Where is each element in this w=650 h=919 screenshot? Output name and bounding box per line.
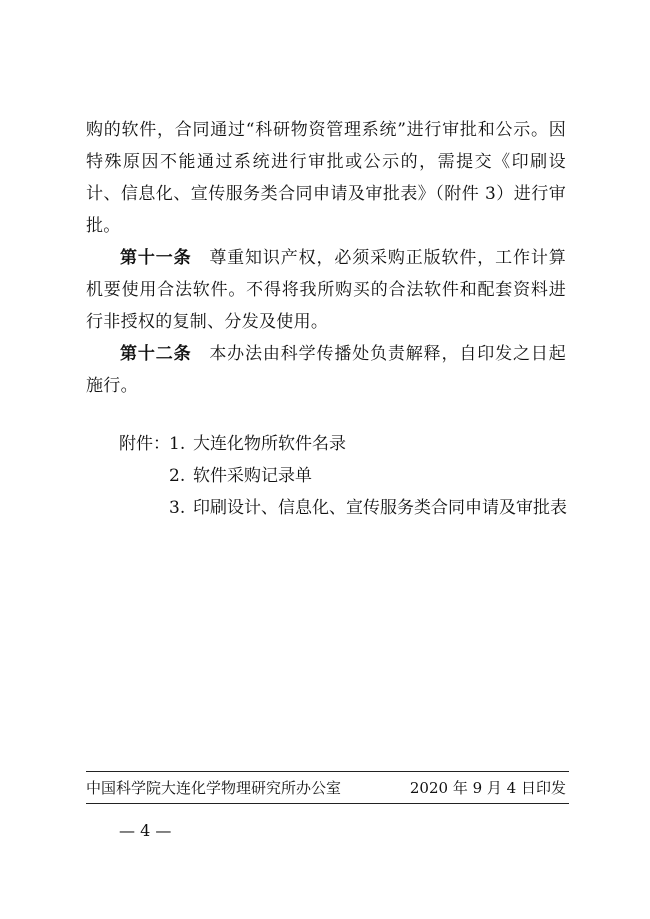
article-12-heading: 第十二条 [120,344,192,364]
attachment-number: 1. [169,434,186,454]
article-11-text: 尊重知识产权，必须采购正版软件，工作计算机要使用合法软件。不得将我所购买的合法软件和配套资料进行非授权的复制、分发及使用。 [86,248,566,332]
footer-rule-bottom [86,803,569,804]
attachment-number: 3. [169,498,186,518]
paragraph-continuation: 购的软件，合同通过“科研物资管理系统”进行审批和公示。因特殊原因不能通过系统进行审批或公示的，需提交《印刷设计、信息化、宣传服务类合同申请及审批表》（附件 3）进行审批。 [86,120,566,236]
attachment-item-1 [119,428,567,460]
footer-rule-top [86,771,569,772]
article-12 [86,338,566,402]
article-12-text: 本办法由科学传播处负责解释，自印发之日起施行。 [86,344,566,396]
page-number: — 4 — [119,821,172,840]
attachments-label: 附件： [119,434,170,454]
attachment-title: 大连化物所软件名录 [193,434,346,454]
attachments-list [119,428,567,524]
attachment-item-2 [119,460,567,492]
footer-issue-date: 2020 年 9 月 4 日印发 [409,779,566,797]
attachment-title: 软件采购记录单 [193,466,312,486]
footer-organization: 中国科学院大连化学物理研究所办公室 [86,779,342,797]
article-11-heading: 第十一条 [120,248,192,268]
body-text [86,114,566,402]
attachment-item-3 [119,492,567,524]
attachment-number: 2. [169,466,186,486]
article-11 [86,242,566,338]
attachment-title: 印刷设计、信息化、宣传服务类合同申请及审批表 [193,498,567,518]
